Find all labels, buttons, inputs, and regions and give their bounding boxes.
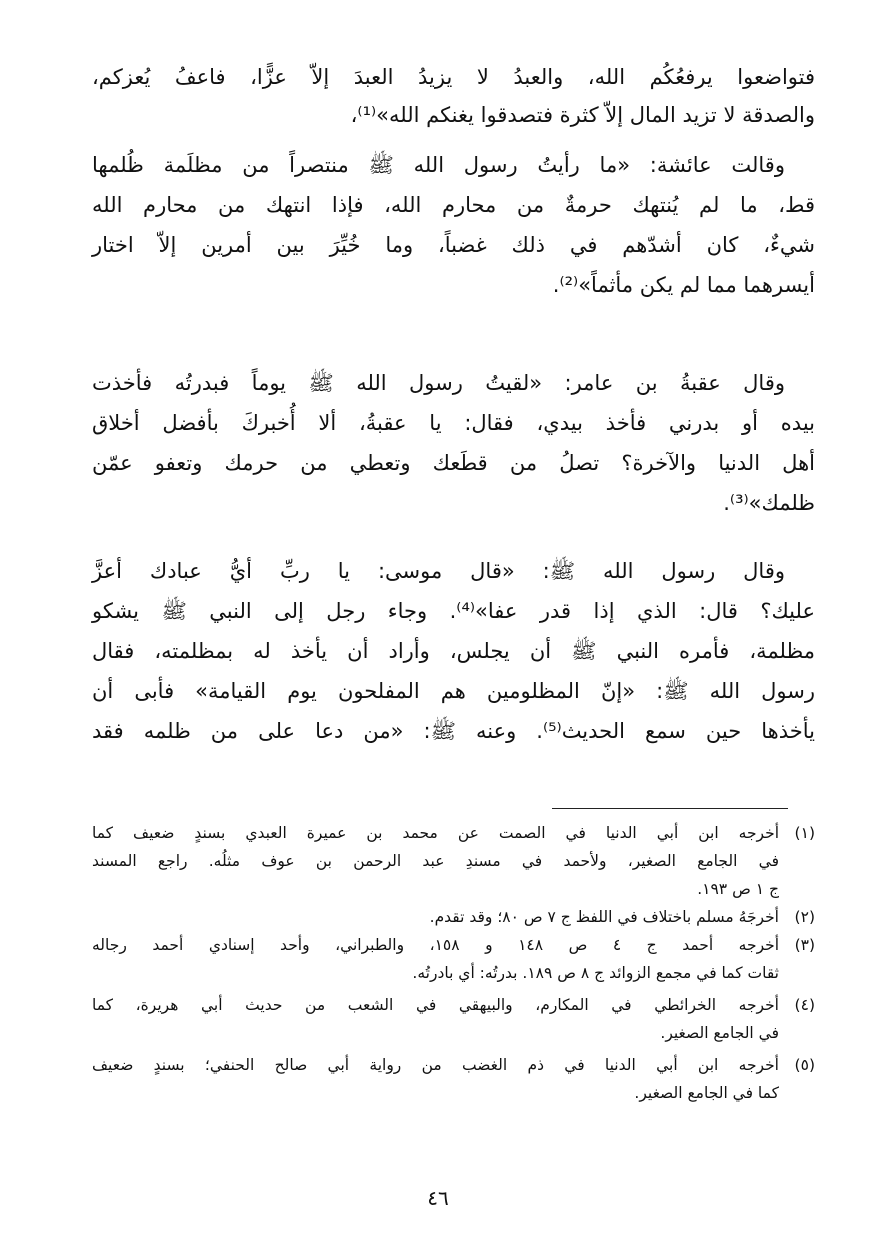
footnote-1 [92, 822, 815, 844]
text-line: فتواضعوا يرفعُكُم الله، والعبدُ لا يزيدُ العبدَ إلاّ عزًّا، فاعفُ يُعزكم، [92, 65, 815, 89]
footnote-number: (٣) [794, 936, 816, 954]
text-line: عليك؟ قال: الذي إذا قدر عفا»⁽⁴⁾. وجاء رجل إلى النبي ﷺ يشكو [92, 599, 815, 623]
footnote-text: أخرجه الخرائطي في المكارم، والبيهقي في الشعب من حديث أبي هريرة، كما [92, 996, 779, 1014]
text-line: قط، ما لم يُنتهك حرمةٌ من محارم الله، فإذا انتهك من محارم الله [92, 193, 815, 217]
footnote-number: (٥) [794, 1056, 815, 1074]
footnote-number: (٤) [794, 996, 815, 1014]
footnote-4 [92, 994, 815, 1016]
page-number: ٤٦ [427, 1186, 449, 1210]
footnote-number: (١) [794, 824, 815, 842]
text-line: وقال رسول الله ﷺ: «قال موسى: يا ربِّ أيُّ عبادك أعزَّ [92, 559, 785, 583]
text-line: أيسرهما مما لم يكن مأثماً»⁽²⁾. [552, 273, 815, 297]
text-line: والصدقة لا تزيد المال إلاّ كثرة فتصدقوا يغنكم الله»⁽¹⁾، [350, 103, 815, 127]
text-line: رسول الله ﷺ: «إنّ المظلومين هم المفلحون يوم القيامة» فأبى أن [92, 679, 815, 703]
footnote-text: أخرجه ابن أبي الدنيا في الصمت عن محمد بن عميرة العبدي بسندٍ ضعيف كما [92, 824, 779, 842]
footnote-text: كما في الجامع الصغير. [634, 1084, 779, 1102]
footnote-separator [552, 808, 788, 809]
footnote-text: أخرجه أحمد ج ٤ ص ١٤٨ و ١٥٨، والطبراني، وأحد إسنادي أحمد رجاله [92, 936, 780, 954]
text-line: مظلمة، فأمره النبي ﷺ أن يجلس، وأراد أن يأخذ له بمظلمته، فقال [92, 639, 815, 663]
footnote-text: ثقات كما في مجمع الزوائد ج ٨ ص ١٨٩. بدرتُه: أي بادرتُه. [412, 964, 779, 982]
footnote-3 [92, 934, 815, 956]
text-line: وقالت عائشة: «ما رأيتُ رسول الله ﷺ منتصراً من مظلَمة ظُلمها [92, 153, 785, 177]
footnote-2 [92, 906, 815, 928]
text-line: بيده أو بدرني فأخذ بيدي، فقال: يا عقبةُ، ألا أُخبركَ بأفضل أخلاق [92, 411, 815, 435]
footnote-text: في الجامع الصغير. [660, 1024, 779, 1042]
text-line: وقال عقبةُ بن عامر: «لقيتُ رسول الله ﷺ يوماً فبدرتُه فأخذت [92, 371, 785, 395]
footnote-text: ج ١ ص ١٩٣. [697, 880, 779, 898]
text-line: أهل الدنيا والآخرة؟ تصلُ من قطَعك وتعطي من حرمك وتعفو عمّن [92, 451, 815, 475]
footnote-text: أخرجَهُ مسلم باختلاف في اللفظ ج ٧ ص ٨٠؛ وقد تقدم. [429, 908, 779, 926]
footnote-5 [92, 1054, 815, 1076]
footnote-text: في الجامع الصغير، ولأحمد في مسندِ عبد الرحمن بن عوف مثلُه. راجع المسند [92, 852, 779, 870]
footnote-number: (٢) [794, 908, 815, 926]
text-line: شيءٌ، كان أشدّهم في ذلك غضباً، وما خُيِّرَ بين أمرين إلاّ اختار [92, 233, 815, 257]
footnote-text: أخرجه ابن أبي الدنيا في ذم الغضب من رواية أبي صالح الحنفي؛ بسندٍ ضعيف [92, 1056, 779, 1074]
text-line: ظلمك»⁽³⁾. [723, 491, 815, 515]
text-line: يأخذها حين سمع الحديث⁽⁵⁾. وعنه ﷺ: «من دعا على من ظلمه فقد [92, 719, 815, 743]
